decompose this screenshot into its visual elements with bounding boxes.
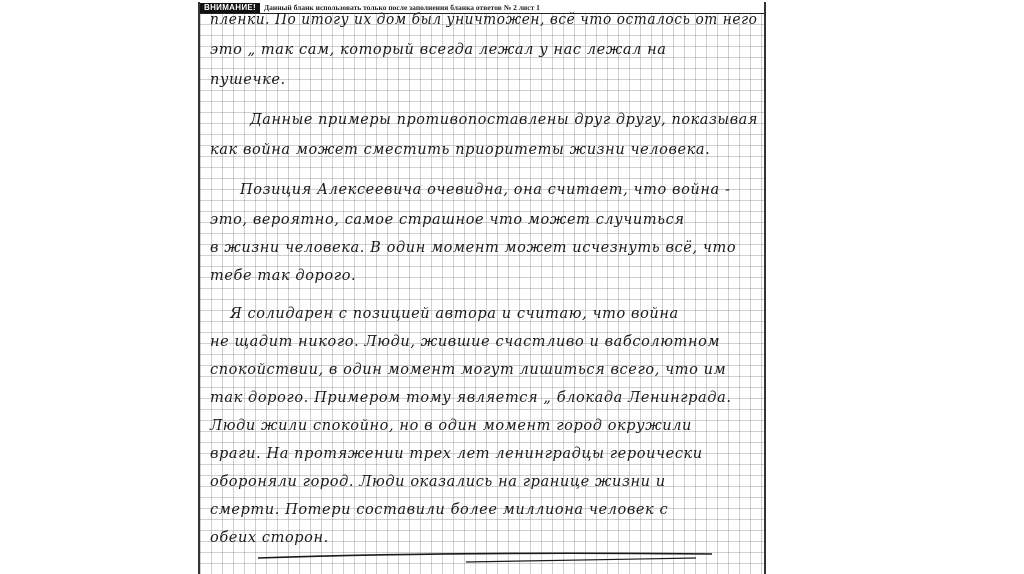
essay-line: это, вероятно, самое страшное что может случиться — [210, 212, 685, 228]
essay-line: обороняли город. Люди оказались на границе жизни и — [210, 474, 666, 490]
essay-line: Люди жили спокойно, но в один момент город окружили — [210, 418, 692, 434]
essay-line: Данные примеры противопоставлены друг другу, показывая — [250, 112, 758, 128]
essay-line: обеих сторон. — [210, 530, 329, 546]
essay-line: в жизни человека. В один момент может исчезнуть всё, что — [210, 240, 737, 256]
essay-line: смерти. Потери составили более миллиона человек с — [210, 502, 669, 518]
essay-line: так дорого. Примером тому является „ блокада Ленинграда. — [210, 390, 732, 406]
header-note: Данный бланк использовать только после заполнения бланка ответов № 2 лист 1 — [263, 3, 540, 12]
essay-line: как война может сместить приоритеты жизни человека. — [210, 142, 711, 158]
essay-line: спокойствии, в один момент могут лишиться всего, что им — [210, 362, 727, 378]
answer-sheet — [198, 2, 766, 574]
essay-line: пушечке. — [210, 72, 286, 88]
warning-badge: ВНИМАНИЕ! — [200, 3, 260, 13]
essay-line: Я солидарен с позицией автора и считаю, что война — [230, 306, 679, 322]
essay-line: тебе так дорого. — [210, 268, 357, 284]
essay-line: враги. На протяжении трех лет ленинградцы героически — [210, 446, 703, 462]
essay-line: не щадит никого. Люди, жившие счастливо и вабсолютном — [210, 334, 721, 350]
closing-pen-stroke — [256, 550, 716, 564]
essay-line: Позиция Алексеевича очевидна, она считает, что война - — [240, 182, 731, 198]
essay-line: это „ так сам, который всегда лежал у нас лежал на — [210, 42, 667, 58]
essay-line: пленки. По итогу их дом был уничтожен, всё что осталось от него — [210, 12, 758, 28]
